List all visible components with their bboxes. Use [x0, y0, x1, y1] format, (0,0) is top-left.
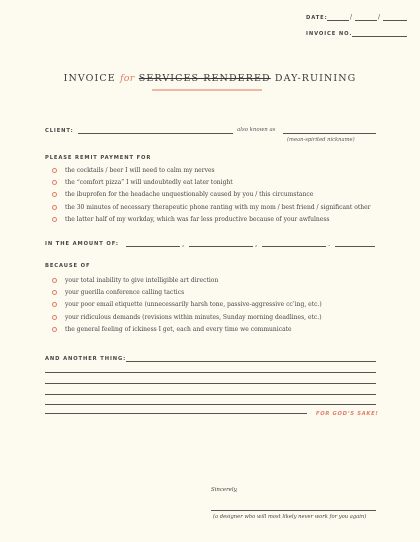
date-day-field[interactable] — [355, 20, 377, 21]
signature-field[interactable] — [211, 510, 376, 511]
amount-period: . — [328, 240, 331, 248]
date-month-field[interactable] — [327, 20, 349, 21]
remit-option[interactable] — [52, 176, 371, 188]
title-struck-text: SERVICES RENDERED — [138, 73, 271, 84]
checkbox-circle-icon[interactable] — [52, 205, 57, 210]
title-for-word: for — [119, 73, 135, 84]
remit-option-label: the 30 minutes of necessary therapeutic phone ranting with my mom / best friend / significant other — [65, 203, 371, 211]
checkbox-circle-icon[interactable] — [52, 180, 57, 185]
because-label: BECAUSE OF — [45, 263, 91, 269]
checkbox-circle-icon[interactable] — [52, 192, 57, 197]
checkbox-circle-icon[interactable] — [52, 327, 57, 332]
page-title — [0, 73, 420, 84]
amount-label: IN THE AMOUNT OF: — [45, 241, 119, 247]
invoice-no-label: INVOICE NO. — [306, 31, 353, 37]
invoice-no-field[interactable] — [352, 36, 407, 37]
amount-comma: , — [255, 240, 258, 248]
date-separator: / — [350, 14, 353, 21]
remit-option[interactable] — [52, 164, 371, 176]
because-option-label: your poor email etiquette (unnecessarily harsh tone, passive-aggressive cc’ing, etc.) — [65, 301, 322, 309]
because-option[interactable] — [52, 286, 322, 298]
sincerely-text: Sincerely, — [211, 487, 238, 493]
another-thing-field[interactable] — [45, 404, 376, 405]
because-option-label: your ridiculous demands (revisions within minutes, Sunday morning deadlines, etc.) — [65, 313, 322, 321]
remit-option-label: the latter half of my workday, which was far less productive because of your awfulness — [65, 216, 330, 224]
aka-label: also known as — [237, 127, 276, 133]
amount-field-2[interactable] — [189, 246, 253, 247]
nickname-field[interactable] — [283, 133, 376, 134]
checkbox-circle-icon[interactable] — [52, 278, 57, 283]
another-thing-field[interactable] — [45, 372, 376, 373]
date-label: DATE: — [306, 15, 328, 21]
remit-list — [52, 164, 371, 226]
another-thing-label: AND ANOTHER THING: — [45, 356, 127, 362]
checkbox-circle-icon[interactable] — [52, 217, 57, 222]
another-thing-field[interactable] — [45, 394, 376, 395]
checkbox-circle-icon[interactable] — [52, 168, 57, 173]
amount-field-3[interactable] — [262, 246, 326, 247]
amount-comma: , — [182, 240, 185, 248]
amount-field-4[interactable] — [335, 246, 375, 247]
because-option[interactable] — [52, 299, 322, 311]
remit-option-label: the cocktails / beer I will need to calm my nerves — [65, 166, 215, 174]
because-option-label: your total inability to give intelligible art direction — [65, 276, 219, 284]
client-label: CLIENT: — [45, 128, 74, 134]
because-option[interactable] — [52, 274, 322, 286]
checkbox-circle-icon[interactable] — [52, 315, 57, 320]
another-thing-field[interactable] — [45, 383, 376, 384]
because-option[interactable] — [52, 311, 322, 323]
designer-note: (a designer who will most likely never work for you again) — [213, 514, 367, 520]
checkbox-circle-icon[interactable] — [52, 302, 57, 307]
checkbox-circle-icon[interactable] — [52, 290, 57, 295]
another-thing-field[interactable] — [45, 413, 307, 414]
because-option-label: your guerilla conference calling tactics — [65, 289, 185, 297]
nickname-caption: (mean-spirited nickname) — [287, 137, 355, 143]
because-list — [52, 274, 322, 336]
remit-option-label: the ibuprofen for the headache unquestionably caused by you / this circumstance — [65, 191, 314, 199]
remit-label: PLEASE REMIT PAYMENT FOR — [45, 155, 152, 161]
remit-option-label: the “comfort pizza” I will undoubtedly eat later tonight — [65, 179, 233, 187]
amount-field-1[interactable] — [126, 246, 180, 247]
remit-option[interactable] — [52, 189, 371, 201]
title-suffix: DAY-RUINING — [274, 73, 357, 84]
date-separator: / — [378, 14, 381, 21]
remit-option[interactable] — [52, 201, 371, 213]
gods-sake-text: FOR GOD’S SAKE! — [316, 411, 379, 417]
title-underline — [152, 89, 262, 91]
client-field[interactable] — [78, 133, 233, 134]
remit-option[interactable] — [52, 214, 371, 226]
because-option-label: the general feeling of ickiness I get, each and every time we communicate — [65, 326, 292, 334]
date-year-field[interactable] — [383, 20, 407, 21]
because-option[interactable] — [52, 324, 322, 336]
title-prefix: INVOICE — [63, 73, 116, 84]
another-thing-field[interactable] — [126, 361, 376, 362]
